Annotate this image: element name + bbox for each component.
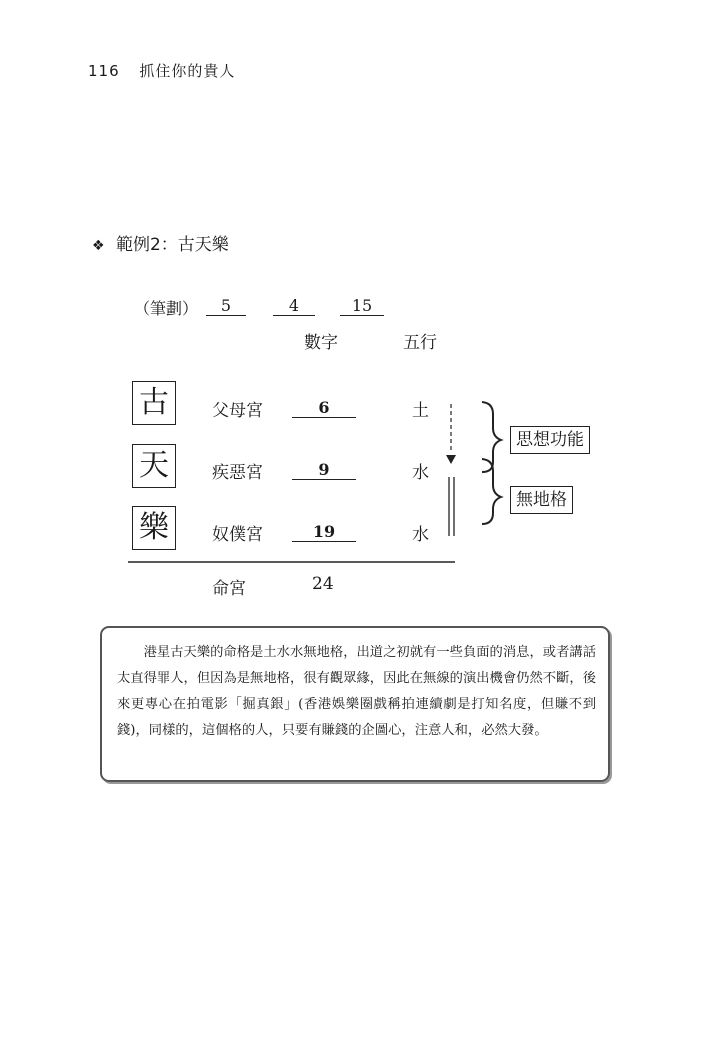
palace-number: 9 bbox=[292, 460, 356, 480]
book-title: 抓住你的貴人 bbox=[139, 62, 236, 80]
note-paragraph: 港星古天樂的命格是土水水無地格，出道之初就有一些負面的消息，或者講話太直得罪人，但因為是無地格，很有觀眾緣，因此在無線的演出機會仍然不斷，後來更專心在拍電影「掘真銀」(香港娛樂圈戲稱拍連續劇是打知名度，但賺不到錢)，同樣的，這個格的人，只要有賺錢的企圖心，注意人和，必然大發。 bbox=[117, 645, 596, 738]
column-header-element: 五行 bbox=[403, 333, 437, 353]
element-label: 水 bbox=[412, 525, 429, 545]
total-value: 24 bbox=[312, 574, 334, 594]
thinking-function-label: 思想功能 bbox=[510, 426, 590, 454]
brace-top-icon bbox=[482, 402, 501, 472]
strokes-label: （筆劃） bbox=[134, 299, 199, 318]
section-title-text: 範例2：古天樂 bbox=[115, 235, 229, 255]
element-label: 水 bbox=[412, 463, 429, 483]
palace-label: 父母宮 bbox=[212, 401, 263, 421]
diamond-bullet-icon: ❖ bbox=[92, 238, 105, 254]
name-char-box: 古 bbox=[132, 381, 176, 425]
name-char-box: 天 bbox=[132, 444, 176, 488]
palace-number: 6 bbox=[292, 398, 356, 418]
palace-label: 奴僕宮 bbox=[212, 525, 263, 545]
stroke-value-1: 5 bbox=[206, 296, 246, 316]
note-box bbox=[100, 626, 610, 782]
element-label: 土 bbox=[412, 401, 429, 421]
stroke-value-3: 15 bbox=[340, 296, 384, 316]
no-earth-grid-label: 無地格 bbox=[510, 486, 573, 514]
palace-label: 疾惡宮 bbox=[212, 463, 263, 483]
column-header-number: 數字 bbox=[304, 333, 338, 353]
page-number: 116 bbox=[88, 62, 120, 80]
name-char-box: 樂 bbox=[132, 506, 176, 550]
total-label: 命宮 bbox=[212, 579, 246, 599]
arrow-head-icon bbox=[446, 455, 456, 464]
stroke-value-2: 4 bbox=[273, 296, 315, 316]
palace-number: 19 bbox=[292, 522, 356, 542]
